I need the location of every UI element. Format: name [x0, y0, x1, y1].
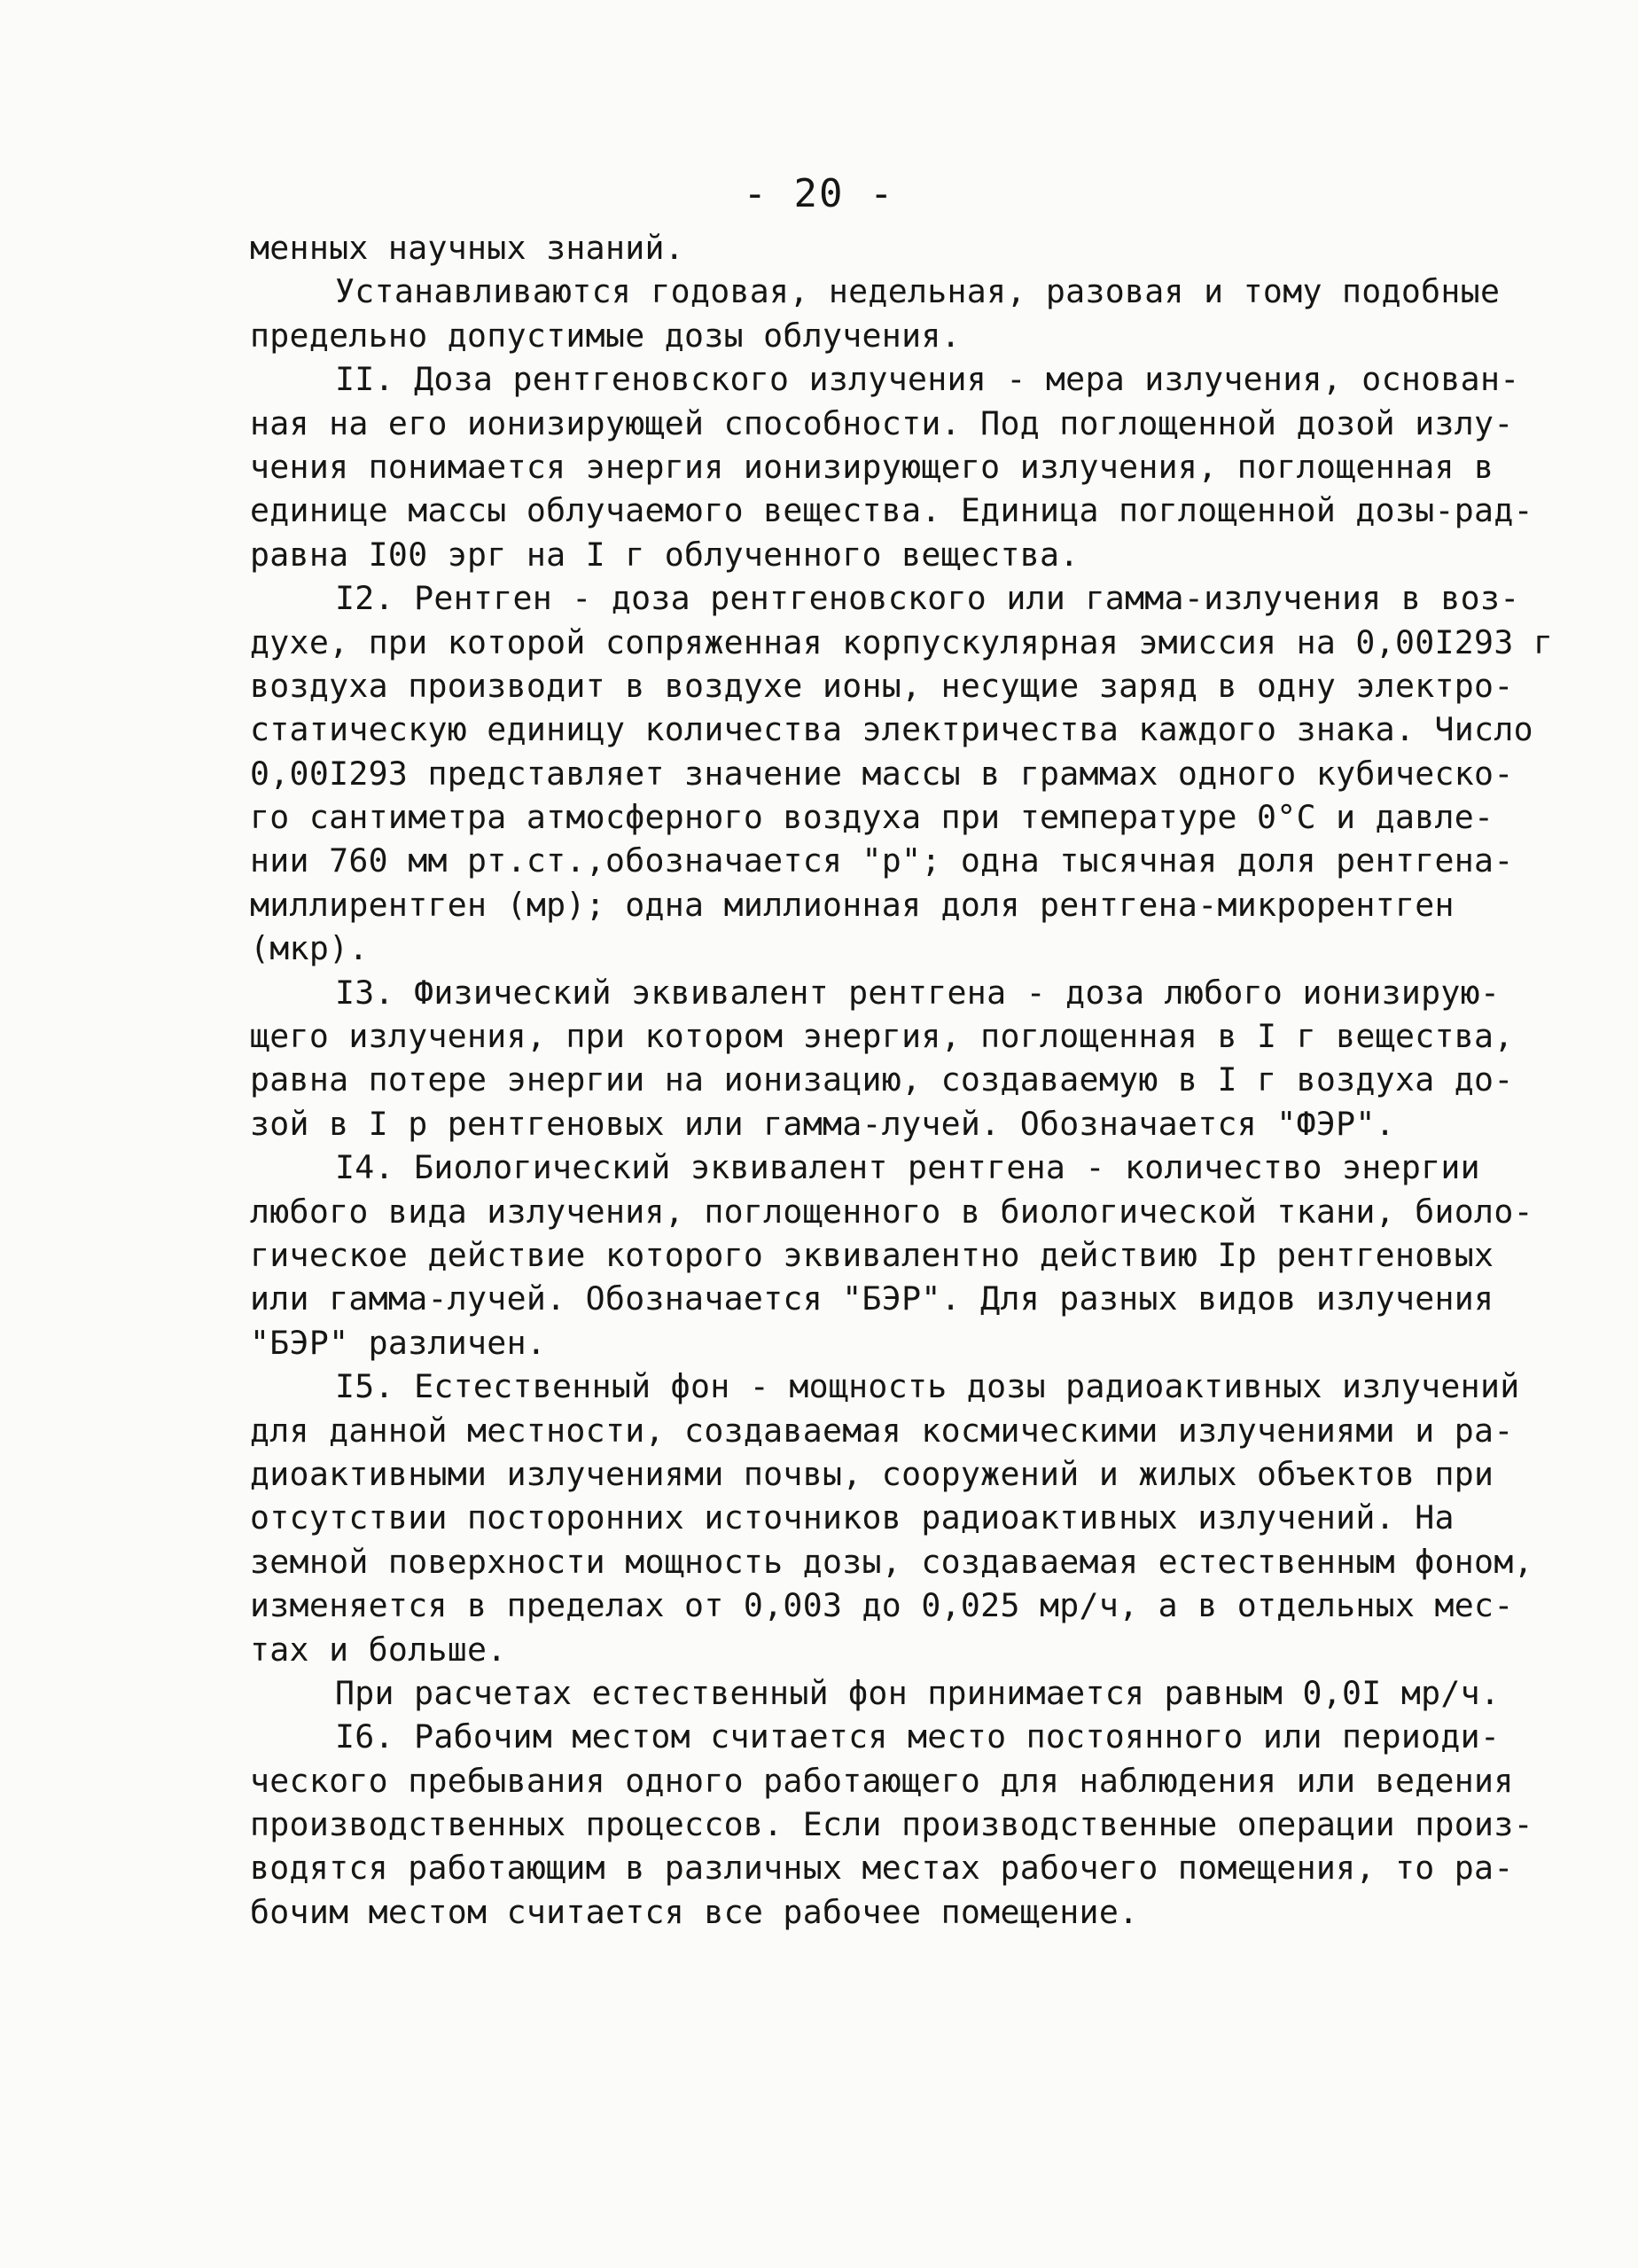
text-line: миллирентген (мр); одна миллионная доля рентгена-микрорентген — [250, 885, 1455, 924]
document-body — [250, 226, 1554, 1934]
text-line: менных научных знаний. — [250, 229, 685, 267]
text-line: 0,00I293 представляет значение массы в граммах одного кубическо- — [250, 754, 1514, 793]
text-line: I4. Биологический эквивалент рентгена - количество энергии — [335, 1148, 1480, 1187]
text-line: единице массы облучаемого вещества. Единица поглощенной дозы-рад- — [250, 491, 1533, 530]
text-line: I2. Рентген - доза рентгеновского или гамма-излучения в воз- — [335, 579, 1520, 618]
text-line: "БЭР" различен. — [250, 1323, 547, 1362]
text-line: отсутствии посторонних источников радиоактивных излучений. На — [250, 1498, 1455, 1537]
text-line: чения понимается энергия ионизирующего излучения, поглощенная в — [250, 447, 1494, 486]
text-line: бочим местом считается все рабочее помещение. — [250, 1892, 1139, 1931]
page-number: - 20 - — [743, 171, 895, 216]
text-line: для данной местности, создаваемая космическими излучениями и ра- — [250, 1411, 1514, 1450]
text-line: диоактивными излучениями почвы, сооружений и жилых объектов при — [250, 1454, 1494, 1493]
text-line: Устанавливаются годовая, недельная, разовая и тому подобные — [335, 272, 1501, 311]
text-line: или гамма-лучей. Обозначается "БЭР". Для разных видов излучения — [250, 1279, 1494, 1318]
text-line: (мкр). — [250, 929, 369, 968]
text-line: I5. Естественный фон - мощность дозы радиоактивных излучений — [335, 1367, 1520, 1406]
text-line: водятся работающим в различных местах рабочего помещения, то ра- — [250, 1849, 1514, 1888]
text-line: го сантиметра атмосферного воздуха при температуре 0°С и давле- — [250, 798, 1494, 837]
text-line: I3. Физический эквивалент рентгена - доза любого ионизирую- — [335, 973, 1501, 1012]
text-line: II. Доза рентгеновского излучения - мера излучения, основан- — [335, 360, 1520, 399]
text-line: I6. Рабочим местом считается место постоянного или периоди- — [335, 1717, 1501, 1756]
text-line: равна потере энергии на ионизацию, создаваемую в I г воздуха до- — [250, 1060, 1514, 1099]
text-line: земной поверхности мощность дозы, создаваемая естественным фоном, — [250, 1542, 1533, 1581]
text-line: ная на его ионизирующей способности. Под поглощенной дозой излу- — [250, 403, 1514, 442]
text-line: тах и больше. — [250, 1630, 507, 1669]
text-line: зой в I р рентгеновых или гамма-лучей. Обозначается "ФЭР". — [250, 1104, 1395, 1143]
text-line: При расчетах естественный фон принимается равным 0,0I мр/ч. — [335, 1673, 1501, 1712]
text-line: щего излучения, при котором энергия, поглощенная в I г вещества, — [250, 1017, 1514, 1056]
text-line: статическую единицу количества электричества каждого знака. Число — [250, 710, 1533, 749]
text-line: ческого пребывания одного работающего для наблюдения или ведения — [250, 1761, 1514, 1800]
text-line: изменяется в пределах от 0,003 до 0,025 мр/ч, а в отдельных мес- — [250, 1586, 1514, 1625]
text-line: гическое действие которого эквивалентно действию Iр рентгеновых — [250, 1235, 1494, 1274]
text-line: духе, при которой сопряженная корпускулярная эмиссия на 0,00I293 г — [250, 622, 1554, 661]
text-line: нии 760 мм рт.ст.,обозначается "р"; одна тысячная доля рентгена- — [250, 841, 1514, 880]
text-line: воздуха производит в воздухе ионы, несущие заряд в одну электро- — [250, 666, 1514, 705]
text-line: предельно допустимые дозы облучения. — [250, 316, 961, 355]
text-line: любого вида излучения, поглощенного в биологической ткани, биоло- — [250, 1192, 1533, 1231]
text-line: равна I00 эрг на I г облученного вещества. — [250, 535, 1080, 574]
text-line: производственных процессов. Если производственные операции произ- — [250, 1805, 1533, 1844]
